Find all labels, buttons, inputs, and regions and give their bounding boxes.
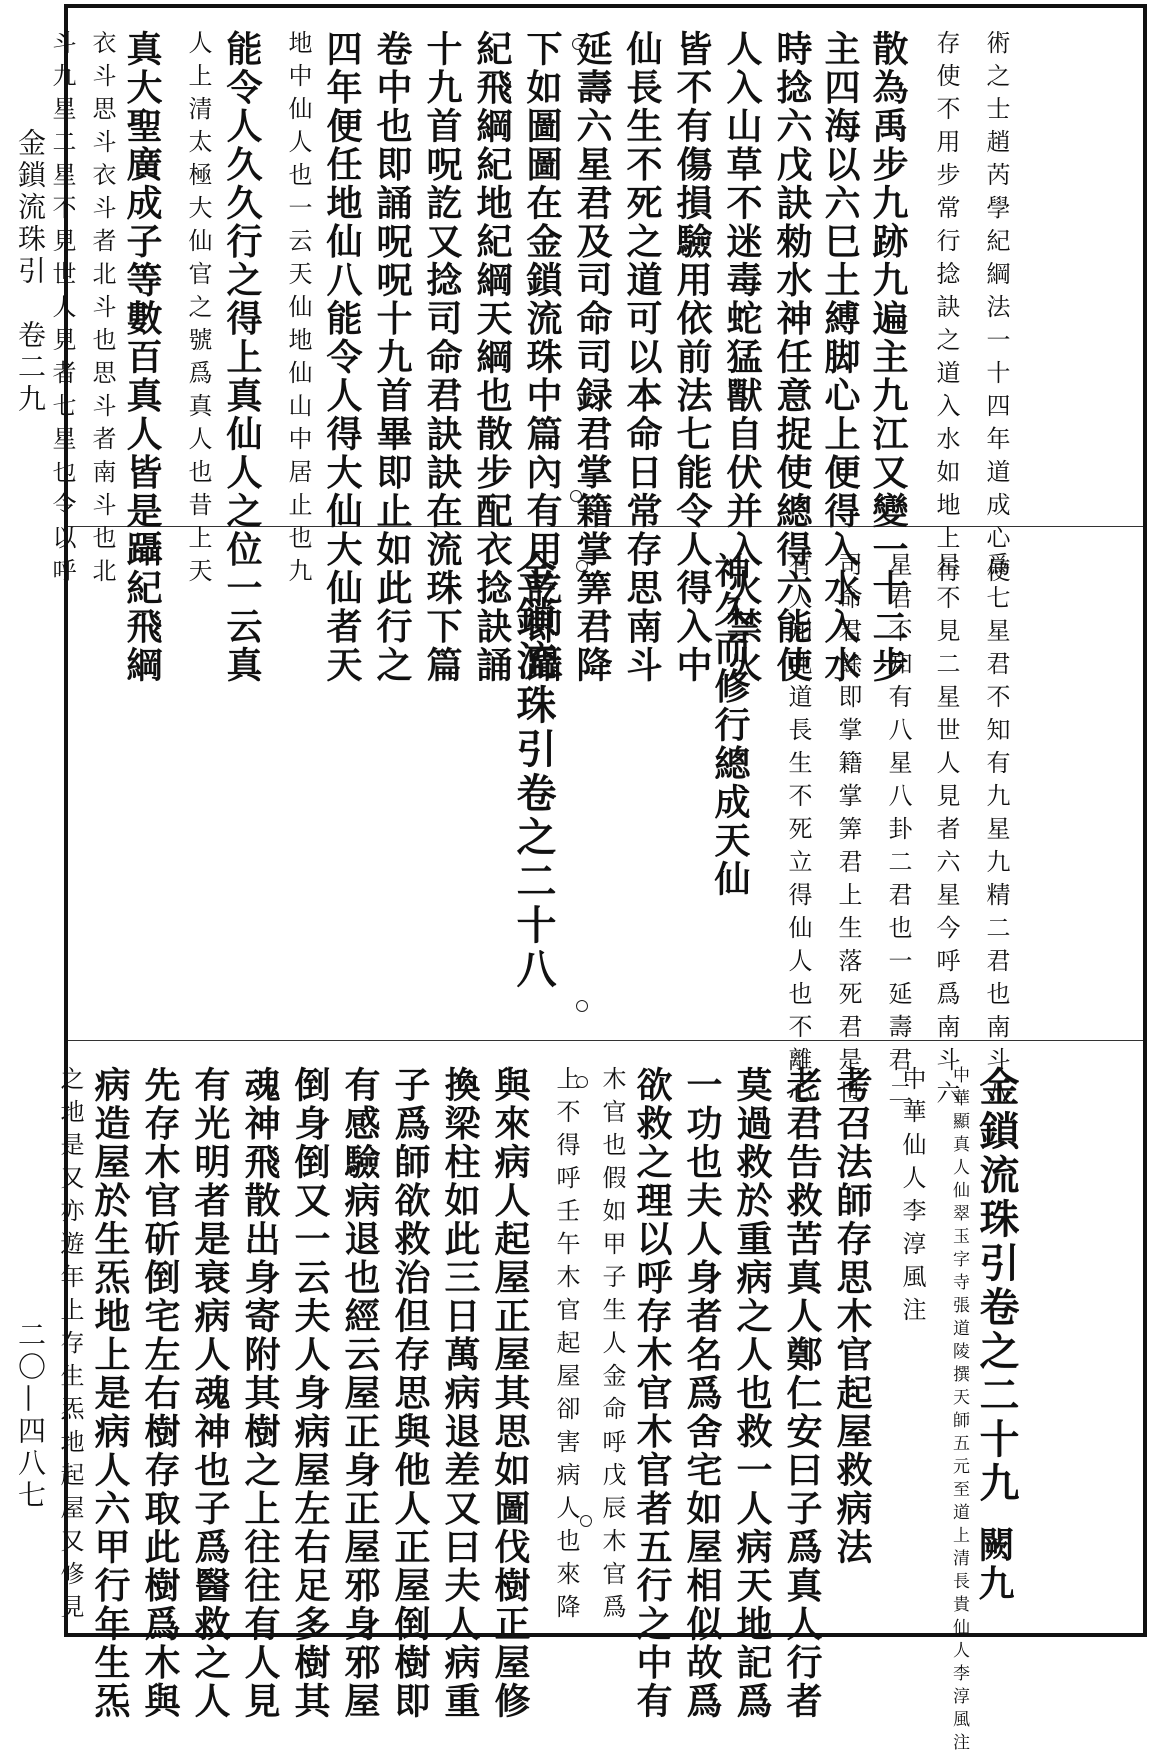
text-column: 斗九星二星不見世人見者七星也令以呼 [48, 30, 76, 591]
circle-mark [572, 38, 584, 50]
text-column: 考召法師存思木官起屋救病法 [831, 1066, 873, 1567]
text-column: 有人知此道長生不死立得仙人也不離心 [784, 552, 812, 1113]
text-panel-middle [80, 552, 1130, 1113]
text-column: 中華仙人李淳風注 [898, 1066, 926, 1330]
text-column: 司命君餘即掌籍掌筭君上生落死君是世 [834, 552, 862, 1113]
text-column: 下如圖圖在金鎖流珠中篇內有用訖即躡 [521, 30, 563, 685]
text-panel-top [48, 30, 1130, 685]
text-column: 病造屋於生炁地上是病人六甲行年生炁 [89, 1066, 131, 1721]
text-column: 有感驗病退也經云屋正身正屋邪身邪屋 [339, 1066, 381, 1721]
circle-mark [576, 1076, 588, 1088]
text-column: 木官也假如甲子生人金命呼戊辰木官爲 [598, 1066, 626, 1627]
text-column: 上不得呼壬午木官起屋卻害病人也來降 [552, 1066, 580, 1627]
text-column: 術之士趙芮學紀綱法一十四年道成心便 [982, 30, 1010, 591]
text-column: 之地是又亦遊年上存生炁地起屋又修見 [56, 1066, 84, 1627]
margin-title: 金鎖流珠引 卷二九 [14, 128, 47, 416]
text-column: 中華顯真人仙翠玉字寺張道陵撰天師五元至道上清長貴仙人李淳風注 [949, 1066, 969, 1756]
text-column: 欲救之理以呼存木官木官者五行之中有 [631, 1066, 673, 1721]
text-column: 魂神飛散出身寄附其樹之上往往有人見 [239, 1066, 281, 1721]
text-column: 主四海以六巳土縛脚心上便得入水入水 [819, 30, 861, 685]
text-column: 一功也夫人身者名爲舍宅如屋相似故爲 [681, 1066, 723, 1721]
text-column: 莫過救於重病之人也救一人病天地記爲 [731, 1066, 773, 1721]
circle-mark [580, 1515, 592, 1527]
text-column: 子爲師欲救治但存思與他人正屋倒樹即 [389, 1066, 431, 1721]
text-column: 換梁柱如此三日萬病退差又曰夫人病重 [439, 1066, 481, 1721]
volume-note: 闕九 [973, 1526, 1015, 1603]
text-column: 老君告救苦真人鄭仁安曰子爲真人行者 [781, 1066, 823, 1721]
text-column: 散為禹步九跡九遍主九江又變一十二步 [867, 30, 909, 685]
circle-mark [576, 1000, 588, 1012]
text-column: 十九首呪訖又捻司命君訣訣在流珠下篇 [421, 30, 463, 685]
margin-page-number: 二〇—四八七 [14, 1320, 47, 1512]
text-column: 四年便任地仙八能令人得大仙大仙者天 [321, 30, 363, 685]
text-column: 金鎖流珠引卷之二十九 [973, 1066, 1020, 1506]
text-column: 與來病人起屋正屋其思如圖伐樹正屋修 [489, 1066, 531, 1721]
circle-mark [576, 560, 588, 572]
text-column: 時捻六戊訣勑水神任意捉使總得六能使 [771, 30, 813, 685]
text-column: 人上清太極大仙官之號爲真人也昔上天 [184, 30, 212, 591]
text-column: 星不見二星世人見者六星今呼爲南斗六 [932, 552, 960, 1113]
text-column: 人入山草不迷毒蛇猛獸自伏并入火禁火 [721, 30, 763, 685]
text-column: 皆不有傷損驗用依前法七能令人得入中 [671, 30, 713, 685]
text-column: 衣斗思斗衣斗者北斗也思斗者南斗也北 [88, 30, 116, 591]
text-column: 倒身倒又一云夫人身病屋左右足多樹其 [289, 1066, 331, 1721]
text-column: 存使不用步常行捻訣之道入水如地上行 [932, 30, 960, 591]
text-column: 神久而修行總成天仙 [709, 552, 751, 899]
text-column: 紀飛綱紀地紀綱天綱也散步配衣捻訣誦 [471, 30, 513, 685]
text-column: 星君不知有八星八卦二君也一延壽君二 [884, 552, 912, 1113]
text-column: 延壽六星君及司命司録君掌籍掌筭君降 [571, 30, 613, 685]
text-column: 先存木官斫倒宅左右樹存取此樹爲木與 [139, 1066, 181, 1721]
circle-mark [570, 490, 582, 502]
text-column: 金鎖流珠引卷之二十八 [510, 552, 557, 992]
text-panel-bottom [56, 1066, 1130, 1756]
text-column: 真大聖廣成子等數百真人皆是躡紀飛綱 [121, 30, 163, 685]
text-column: 有光明者是衰病人魂神也子爲醫救之人 [189, 1066, 231, 1721]
text-column: 地中仙人也一云天仙地仙山中居止也九 [284, 30, 312, 591]
text-column: 卷中也即誦呪呪十九首畢即止如此行之 [371, 30, 413, 685]
text-column: 爲七星君不知有九星九精二君也南斗八 [982, 552, 1010, 1113]
text-column: 能令人久久行之得上真仙人之位一云真 [221, 30, 263, 685]
text-column: 仙長生不死之道可以本命日常存思南斗 [621, 30, 663, 685]
